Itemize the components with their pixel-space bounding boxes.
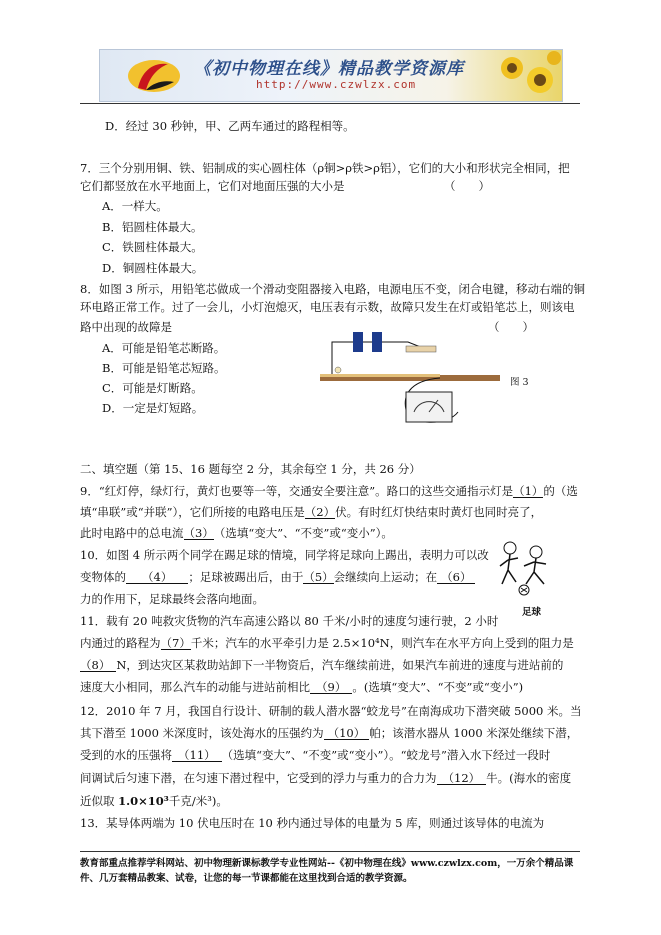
blank-12[interactable]: （12） [437,772,487,785]
blank-10[interactable]: （10） [324,727,370,740]
figure-3-label: 图 3 [510,377,529,388]
q7-option-c: C．铁圆柱体最大。 [102,240,203,254]
q13-line1: 13．某导体两端为 10 伏电压时在 10 秒内通过导体的电量为 5 库，则通过该导体的电流为 [80,816,545,830]
blank-5[interactable]: （5） [303,570,334,584]
footer-line1: 教育部重点推荐学科网站、初中物理新课标教学专业性网站--《初中物理在线》www.czwlzx.com，一万余个精品课 [80,858,574,869]
circuit-diagram-figure [318,330,508,430]
soccer-kids-illustration [496,540,554,598]
q8-option-c: C．可能是灯断路。 [102,381,203,395]
blank-3[interactable]: （3） [183,526,214,540]
sunflower-decoration-icon [492,50,562,101]
q10-line1: 10．如图 4 所示两个同学在踢足球的情境，同学将足球向上踢出，表明力可以改 [80,548,489,562]
blank-7[interactable]: （7） [160,636,191,650]
figure-4-label: 足球 [522,607,542,618]
section-2-heading: 二、填空题（第 15、16 题每空 2 分，其余每空 1 分，共 26 分） [80,462,421,476]
q9-line1: 9．“红灯停，绿灯行，黄灯也要等一等，交通安全要注意”。路口的这些交通指示灯是（1）的（选 [80,484,578,498]
header-divider [80,103,580,104]
q8-option-b: B．可能是铅笔芯短路。 [102,361,226,375]
q8-option-d: D．一定是灯短路。 [102,401,204,415]
q12-line5: 近似取 1.0×10³千克/米³)。 [80,794,228,808]
q11-line2: 内通过的路程为（7）千米；汽车的水平牵引力是 2.5×10⁴N，则汽车在水平方向上受到的阻力是 [80,636,574,650]
blank-4[interactable]: （4） [126,571,188,584]
q8-line2: 环电路正常工作。过了一会儿，小灯泡熄灭，电压表有示数，故障只发生在灯或铅笔芯上，则该电 [80,300,575,314]
q11-line4: 速度大小相同，那么汽车的动能与进站前相比 （9） 。(选填“变大”、“不变”或“变小”) [80,680,524,694]
q10-line3: 力的作用下，足球最终会落向地面。 [80,592,264,606]
blank-1[interactable]: （1） [513,484,544,498]
option-d-prev: D．经过 30 秒钟，甲、乙两车通过的路程相等。 [105,119,355,133]
blank-2[interactable]: （2） [304,505,336,519]
site-logo-icon [124,56,180,96]
footer-divider [80,851,580,852]
q10-line2: 变物体的 （4） ；足球被踢出后，由于（5）会继续向上运动；在 （6） [80,570,475,584]
q9-line2: 填“串联”或“并联”），它们所接的电路电压是（2）伏。有时红灯快结束时黄灯也同时亮了， [80,505,543,519]
q8-option-a: A．可能是铅笔芯断路。 [102,341,226,355]
q8-line3: 路中出现的故障是 [80,320,172,334]
q8-paren: （ ） [488,320,534,334]
q12-line4: 间调试后匀速下潜，在匀速下潜过程中，它受到的浮力与重力的合力为 （12） 牛。(海水的密度 [80,771,572,785]
q12-line2: 其下潜至 1000 米深度时，该处海水的压强约为 （10） 帕；该潜水器从 1000 米深处继续下潜， [80,726,579,740]
footer-text [80,856,585,886]
q7-option-b: B．铝圆柱体最大。 [102,220,203,234]
q11-line1: 11．载有 20 吨救灾货物的汽车高速公路以 80 千米/小时的速度匀速行驶，2 小时 [80,614,499,628]
q12-line1: 12．2010 年 7 月，我国自行设计、研制的载人潜水器“蛟龙号”在南海成功下潜突破 5000 米。当 [80,704,582,718]
q7-paren: （ ） [444,179,490,193]
header-url[interactable]: http://www.czwlzx.com [256,78,417,91]
blank-6[interactable]: （6） [437,571,475,584]
q7-line1: 7．三个分别用铜、铁、铝制成的实心圆柱体（ρ铜>ρ铁>ρ铝），它们的大小和形状完全相同，把 [80,161,570,175]
header-banner [99,49,563,102]
blank-9[interactable]: （9） [310,681,352,694]
q7-line2: 它们都竖放在水平地面上，它们对地面压强的大小是 [80,179,345,193]
q8-line1: 8．如图 3 所示，用铅笔芯做成一个滑动变阻器接入电路，电源电压不变，闭合电键，移动右端的铜 [80,282,585,296]
blank-11[interactable]: （11） [172,749,222,762]
blank-8[interactable]: （8） [80,659,116,672]
footer-line2: 件、几万套精品教案、试卷，让您的每一节课都能在这里找到合适的教学资源。 [80,873,413,884]
header-title: 《初中物理在线》精品教学资源库 [194,59,464,79]
q7-option-d: D．铜圆柱体最大。 [102,261,204,275]
q12-line3: 受到的水的压强将 （11） （选填“变大”、“不变”或“变小”）。“蛟龙号”潜入水下经过一段时 [80,748,551,762]
q11-line3: （8） N，到达灾区某救助站卸下一半物资后，汽车继续前进，如果汽车前进的速度与进站前的 [80,658,564,672]
q7-option-a: A．一样大。 [102,199,168,213]
q9-line3: 此时电路中的总电流（3）（选填“变大”、“不变”或“变小”）。 [80,526,393,540]
